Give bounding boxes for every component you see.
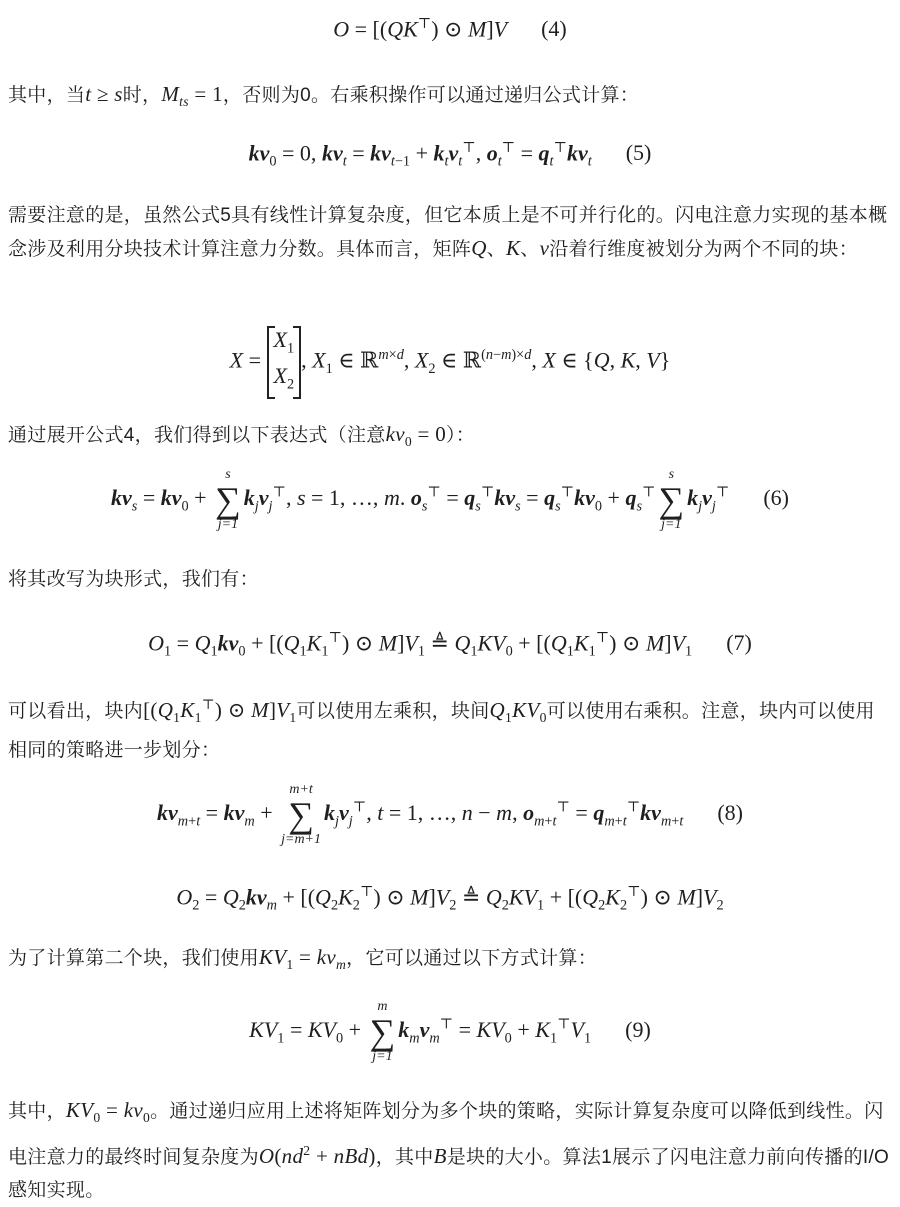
equation-o2: $O_2 = Q_2kv_m + [(Q_2K_2^⊤)$ ⊙ $M]V_2$ ≜ $Q_2KV_1 + [(Q_2K_2^⊤)$ ⊙ $M]V_2$ [176,884,724,914]
equation-8: $kv_{m+t} = kv_m$ + m+t ∑ j=m+1 $k_jv_j^⊤$, t = 1, …, n − m, $o_{m+t}^⊤ = q_{m+t}^⊤kv_{m+t}$ (8) [157,782,743,847]
paragraph-second-block: 为了计算第二个块，我们使用$KV_1 = kv_m$，它可以通过以下方式计算： [8,945,598,973]
paragraph-expand: 通过展开公式4，我们得到以下表达式（注意$kv_0 = 0$）： [8,422,476,450]
paragraph-block-form: 将其改写为块形式，我们有： [8,569,259,590]
paragraph-complexity: 其中，$KV_0 = kv_0$。通过递归应用上述将矩阵划分为多个块的策略，实际计算复杂度可以降低到线性。闪电注意力的最终时间复杂度为$O(nd^2 + nBd)$，其中B是块的大小。算法1展示了闪电注意力前向传播的I/O感知实现。 [8,1098,890,1202]
equation-block-split: X = $X_1$ $X_2$ , $X_1$ ∈ ℝ$^{m\times d}$, $X_2$ ∈ ℝ$^{(n-m)\times d}$, X ∈ {Q, K, V} [0,326,900,399]
paragraph-blocking: 需要注意的是，虽然公式5具有线性计算复杂度，但它本质上是不可并行化的。闪电注意力实现的基本概念涉及利用分块技术计算注意力分数。具体而言，矩阵Q、K、v沿着行维度被划分为两个不同的块： [8,205,888,260]
equation-5: $kv_0 = 0$, $kv_t = kv_{t-1} + k_tv_t^⊤$, $o_t^⊤ = q_t^⊤kv_t$ (5) [248,140,652,170]
equation-6: $kv_s = kv_0$ + s ∑ j=1 $k_jv_j^⊤$, s = 1, …, m. $o_s^⊤ = q_s^⊤kv_s = q_s^⊤kv_0 + q_s^⊤$ s ∑ j=1 $k_jv_j^⊤$ (6) [110,467,789,532]
paragraph-recursion-intro: 其中，当t ≥ s时，$M_{ts} = 1$，否则为0。右乘积操作可以通过递归公式计算： [8,82,640,110]
equation-9: $KV_1 = KV_0$ + m ∑ j=1 $k_mv_m^⊤ = KV_0 + K_1^⊤V_1$ (9) [249,999,651,1064]
paragraph-intra-inter: 可以看出，块内[$(Q_1K_1^⊤)$ ⊙ $M]V_1$可以使用左乘积，块间$Q_1KV_0$可以使用右乘积。注意，块内可以使用相同的策略进一步划分： [8,697,875,762]
equation-7: $O_1 = Q_1kv_0 + [(Q_1K_1^⊤)$ ⊙ $M]V_1$ ≜ $Q_1KV_0 + [(Q_1K_1^⊤)$ ⊙ $M]V_1$ (7) [148,630,752,660]
equation-4: O = [(QK⊤) ⊙ M]V (4) [333,16,567,42]
